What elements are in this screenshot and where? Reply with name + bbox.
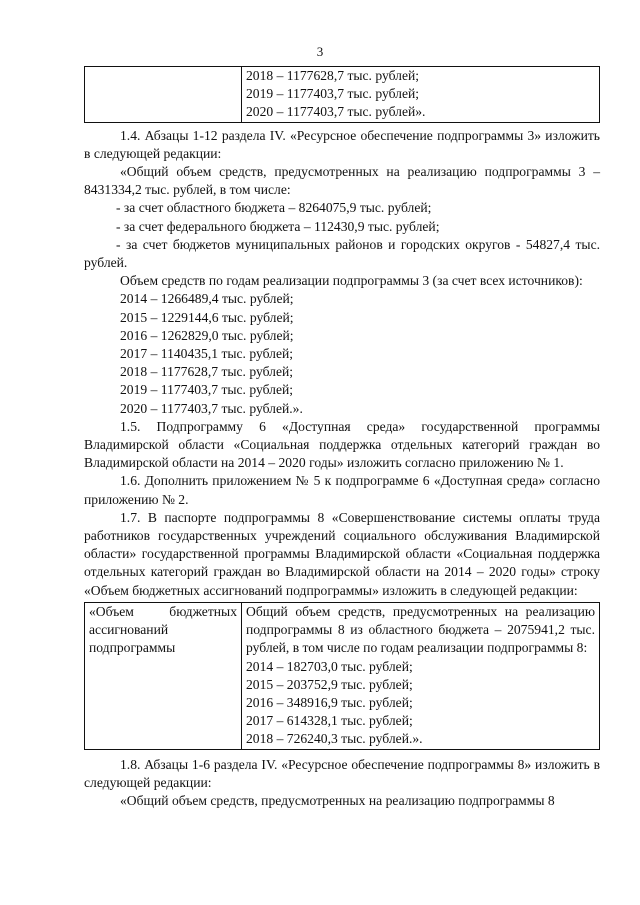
section-1-7: 1.7. В паспорте подпрограммы 8 «Совершенствование системы оплаты труда работников государственных учреждений социального обслуживания Владимирской области» государственной программы Владимирской области «Социальная поддержка отдельных категорий граждан во Владимирской области на 2014 – 2020 годы» строку «Объем бюджетных ассигнований подпрограммы» изложить в следующей редакции: [84, 509, 600, 598]
year-item: 2017 – 1140435,1 тыс. рублей; [120, 346, 294, 362]
year-item: 2019 – 1177403,7 тыс. рублей; [120, 382, 294, 398]
budget-table-label: «Объем бюджетных ассигнований подпрограммы [85, 602, 242, 749]
year-item: 2016 – 1262829,0 тыс. рублей; [120, 327, 294, 343]
by-years-intro: Объем средств по годам реализации подпрограммы 3 (за счет всех источников): [120, 273, 583, 289]
top-table-row: 2020 – 1177403,7 тыс. рублей». [246, 104, 426, 120]
top-table-row: 2018 – 1177628,7 тыс. рублей; [246, 68, 420, 83]
source-item: - за счет федерального бюджета – 112430,9 тыс. рублей; [116, 218, 440, 234]
budget-year-item: 2014 – 182703,0 тыс. рублей; [246, 658, 413, 674]
source-item: - за счет областного бюджета – 8264075,9 тыс. рублей; [116, 200, 432, 216]
budget-table-intro: Общий объем средств, предусмотренных на реализацию подпрограммы 8 из областного бюджета – 2075941,2 тыс. рублей, в том числе по годам реализации подпрограммы 8: [246, 603, 595, 656]
top-table-years-cell [242, 67, 600, 123]
year-item: 2014 – 1266489,4 тыс. рублей; [120, 291, 294, 307]
document-body [84, 66, 600, 810]
year-item: 2020 – 1177403,7 тыс. рублей.». [120, 400, 303, 416]
budget-table-content [242, 602, 600, 749]
budget-table [84, 602, 600, 750]
source-item: - за счет бюджетов муниципальных районов и городских округов - 54827,4 тыс. рублей. [84, 236, 600, 271]
section-1-8-text: «Общий объем средств, предусмотренных на реализацию подпрограммы 8 [120, 792, 555, 808]
budget-year-item: 2017 – 614328,1 тыс. рублей; [246, 713, 413, 729]
budget-year-item: 2018 – 726240,3 тыс. рублей.». [246, 731, 423, 747]
year-item: 2015 – 1229144,6 тыс. рублей; [120, 309, 294, 325]
section-1-4-heading: 1.4. Абзацы 1-12 раздела IV. «Ресурсное обеспечение подпрограммы 3» изложить в следующей редакции: [84, 127, 600, 161]
section-1-5: 1.5. Подпрограмму 6 «Доступная среда» государственной программы Владимирской области «Социальная поддержка отдельных категорий граждан во Владимирской области на 2014 – 2020 годы» изложить согласно приложению № 1. [84, 418, 600, 471]
section-1-4-total: «Общий объем средств, предусмотренных на реализацию подпрограммы 3 – 8431334,2 тыс. рублей, в том числе: [84, 164, 600, 198]
page-number: 3 [316, 44, 324, 59]
section-1-8-heading: 1.8. Абзацы 1-6 раздела IV. «Ресурсное обеспечение подпрограммы 8» изложить в следующей редакции: [84, 756, 600, 790]
top-table-row: 2019 – 1177403,7 тыс. рублей; [246, 86, 420, 102]
budget-year-item: 2015 – 203752,9 тыс. рублей; [246, 676, 413, 692]
section-1-6: 1.6. Дополнить приложением № 5 к подпрограмме 6 «Доступная среда» согласно приложению № 2. [84, 473, 600, 507]
budget-year-item: 2016 – 348916,9 тыс. рублей; [246, 694, 413, 710]
top-table-empty-cell [85, 67, 242, 123]
top-table [84, 66, 600, 123]
year-item: 2018 – 1177628,7 тыс. рублей; [120, 364, 294, 380]
